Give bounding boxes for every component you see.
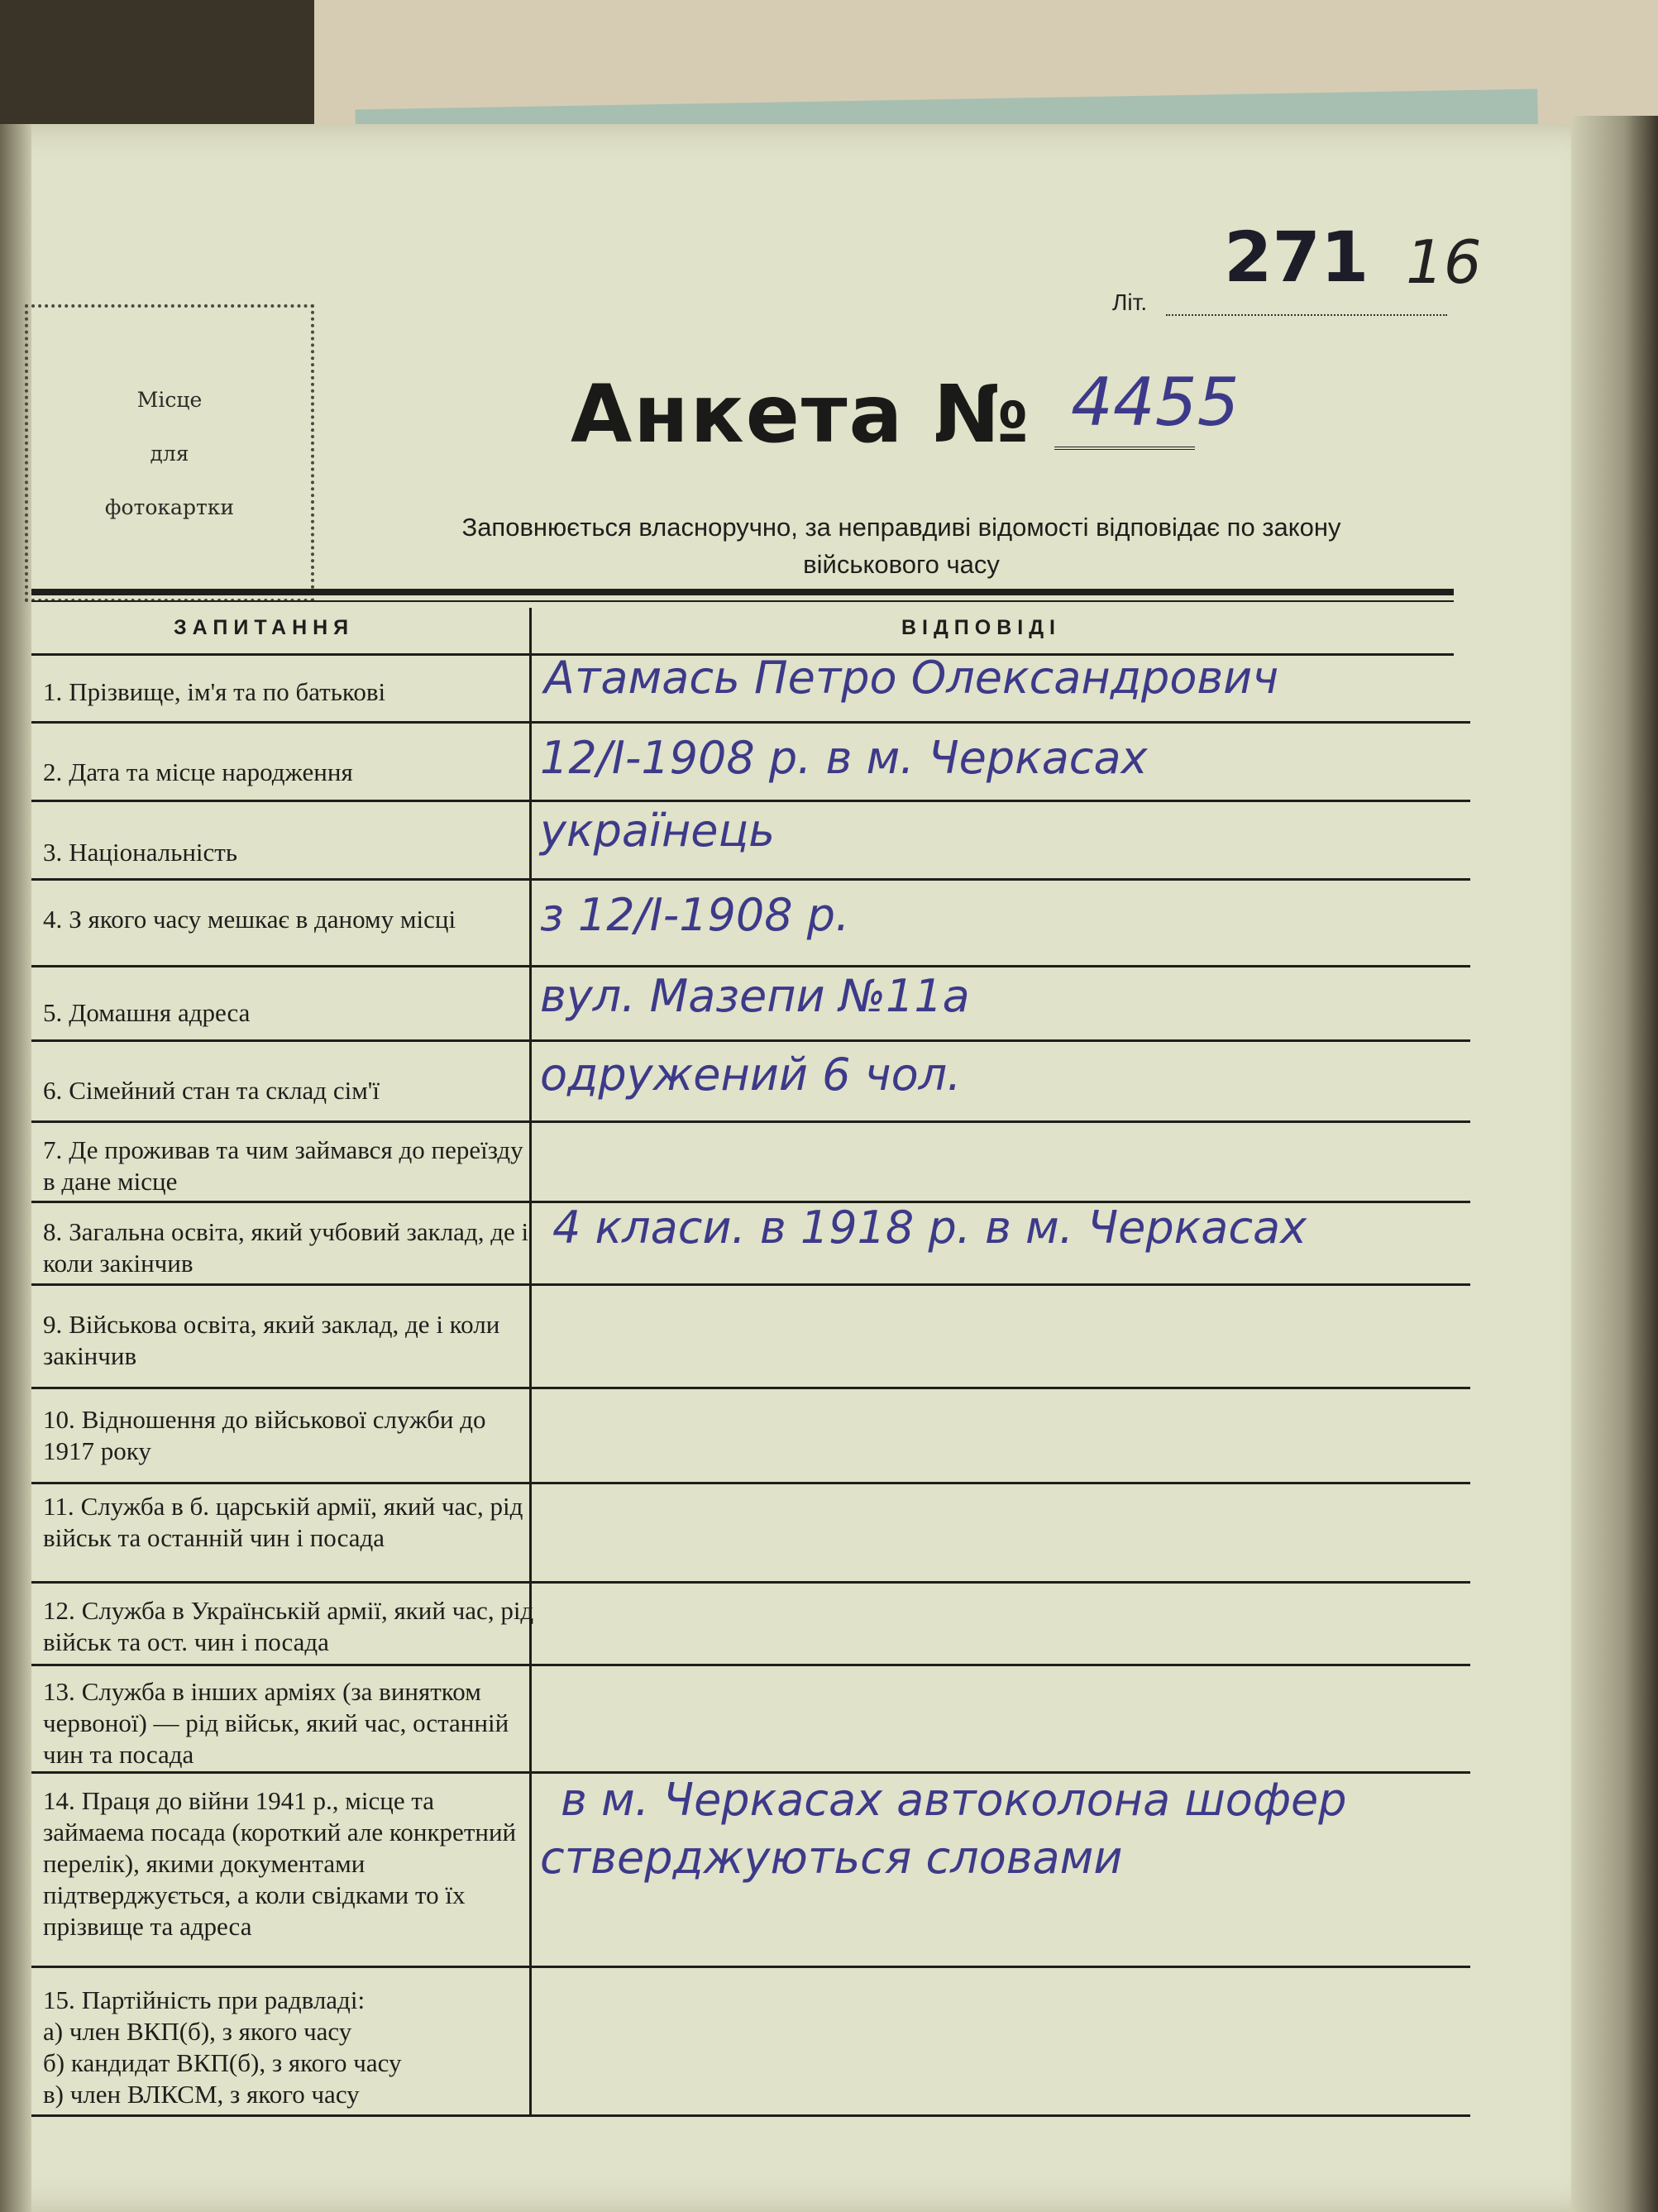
answer-cell: 12/I-1908 р. в м. Черкасах [540, 732, 1148, 784]
table-row [31, 881, 1470, 967]
answer-cell: з 12/I-1908 р. [540, 889, 850, 941]
question-cell: 15. Партійність при радвладі: а) член ВКП(б), з якого часу б) кандидат ВКП(б), з якого часу в) член ВЛКСМ, з якого часу [43, 1985, 539, 2110]
table-row [31, 1203, 1470, 1286]
table-row [31, 802, 1470, 881]
question-cell: 9. Військова освіта, який заклад, де і коли закінчив [43, 1310, 500, 1370]
sub-question: б) кандидат ВКП(б), з якого часу [43, 2048, 402, 2077]
column-header-questions: ЗАПИТАННЯ [174, 616, 355, 639]
photo-placeholder [25, 304, 314, 602]
question-cell: 2. Дата та місце народження [43, 757, 353, 786]
folio-number-secondary: 16 [1406, 227, 1482, 297]
question-cell: 1. Прізвище, ім'я та по батькові [43, 677, 386, 706]
stacked-pages-edge [1571, 116, 1658, 2212]
answer-cell: одружений 6 чол. [540, 1049, 962, 1101]
table-row [31, 967, 1470, 1042]
subtitle-line-1: Заповнюється власноручно, за неправдиві відомості відповідає по закону [461, 513, 1341, 542]
question-cell: 13. Служба в інших арміях (за винятком червоної) — рід військ, який час, останній чин та посада [43, 1677, 509, 1769]
photo-label-3: фотокартки [104, 494, 235, 519]
table-row [31, 724, 1470, 802]
table-row [31, 1968, 1470, 2117]
question-cell: 10. Відношення до військової служби до 1917 року [43, 1405, 486, 1465]
answer-cell: в м. Черкасах автоколона шофер [561, 1774, 1347, 1826]
table-row [31, 1389, 1470, 1484]
table-row [31, 1286, 1470, 1389]
form-number-underline [1054, 447, 1195, 450]
question-cell: 12. Служба в Українській армії, який час, рід військ та ост. чин і посада [43, 1596, 534, 1656]
answer-cell: Атамась Петро Олександрович [544, 652, 1279, 704]
form-subtitle [331, 509, 1472, 583]
table-row [31, 1042, 1470, 1123]
table-row [31, 1123, 1470, 1203]
header-rule-thin [31, 600, 1454, 602]
answer-cell-line-2: стверджуються словами [540, 1832, 1123, 1884]
photo-label-1: Місце [136, 387, 203, 412]
question-cell: 3. Національність [43, 838, 237, 867]
question-cell: 5. Домашня адреса [43, 998, 251, 1027]
lit-label: Літ. [1112, 289, 1148, 315]
table-row [31, 1774, 1470, 1968]
question-cell: 8. Загальна освіта, який учбовий заклад, де і коли закінчив [43, 1217, 529, 1278]
folio-number: 271 [1224, 217, 1369, 298]
subtitle-line-2: військового часу [803, 550, 1000, 579]
answer-cell: 4 класи. в 1918 р. в м. Черкасах [552, 1202, 1307, 1254]
question-cell: 11. Служба в б. царській армії, який час, рід військ та останній чин і посада [43, 1492, 523, 1552]
sub-question: в) член ВЛКСМ, з якого часу [43, 2080, 360, 2109]
sub-question: а) член ВКП(б), з якого часу [43, 2017, 352, 2046]
answer-cell: вул. Мазепи №11а [540, 970, 970, 1022]
column-header-answers: ВІДПОВІДІ [901, 616, 1061, 639]
table-row [31, 1484, 1470, 1584]
form-title: Анкета № [571, 368, 1031, 461]
lit-line [1166, 314, 1447, 316]
form-number: 4455 [1071, 364, 1240, 441]
answer-cell: українець [540, 805, 776, 857]
header-rule [31, 589, 1454, 595]
question-cell: 6. Сімейний стан та склад сім'ї [43, 1076, 380, 1105]
question-cell: 7. Де проживав та чим займався до переїзду в дане місце [43, 1135, 523, 1196]
question-cell: 4. З якого часу мешкає в даному місці [43, 905, 456, 934]
photo-label-2: для [150, 441, 189, 466]
table-row [31, 1584, 1470, 1666]
table-row [31, 1666, 1470, 1774]
question-cell: 14. Праця до війни 1941 р., місце та займаема посада (короткий але конкретний перелік), якими документами підтверджується, а коли свідками то їх прізвище та адреса [43, 1786, 517, 1941]
table-row [31, 653, 1470, 724]
